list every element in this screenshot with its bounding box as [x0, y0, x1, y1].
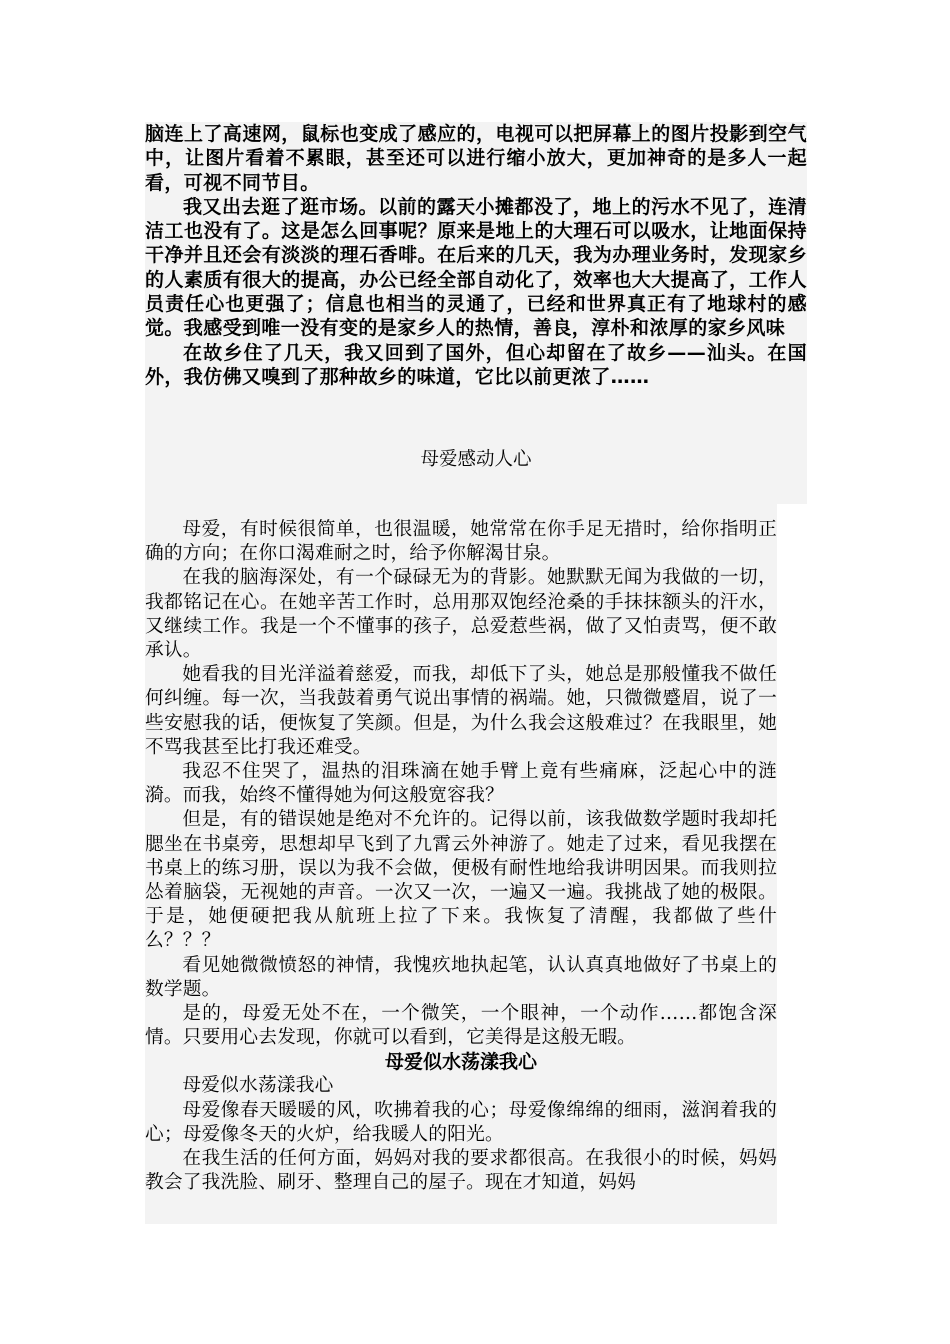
paragraph: 脑连上了高速网，鼠标也变成了感应的，电视可以把屏幕上的图片投影到空气中，让图片看着不累眼，甚至还可以进行缩小放大，更加神奇的是多人一起看，可视不同节目。	[145, 123, 807, 194]
paragraph: 她看我的目光洋溢着慈爱，而我，却低下了头，她总是那般懂我不做任何纠缠。每一次，当我鼓着勇气说出事情的祸端。她，只微微蹙眉，说了一些安慰我的话，便恢复了笑颜。但是，为什么我会这般难过？在我眼里，她不骂我甚至比打我还难受。	[145, 664, 777, 758]
paragraph: 我又出去逛了逛市场。以前的露天小摊都没了，地上的污水不见了，连清洁工也没有了。这是怎么回事呢？原来是地上的大理石可以吸水，让地面保持干净并且还会有淡淡的理石香啡。在后来的几天，我为办理业务时，发现家乡的人素质有很大的提高，办公已经全部自动化了，效率也大大提高了，工作人员责任心也更强了；信息也相当的灵通了，已经和世界真正有了地球村的感觉。我感受到唯一没有变的是家乡人的热情，善良，淳朴和浓厚的家乡风味	[145, 195, 807, 340]
paragraph: 母爱，有时候很简单，也很温暖，她常常在你手足无措时，给你指明正确的方向；在你口渴难耐之时，给予你解渴甘泉。	[145, 519, 777, 565]
paragraph: 是的，母爱无处不在，一个微笑，一个眼神，一个动作……都饱含深情。只要用心去发现，你就可以看到，它美得是这般无暇。	[145, 1003, 777, 1049]
background-strip	[777, 474, 807, 504]
paragraph: 但是，有的错误她是绝对不允许的。记得以前，该我做数学题时我却托腮坐在书桌旁，思想却早飞到了九霄云外神游了。她走了过来，看见我摆在书桌上的练习册，误以为我不会做，便极有耐性地给我讲明因果。而我则拉怂着脑袋，无视她的声音。一次又一次，一遍又一遍。我挑战了她的极限。于是，她便硬把我从航班上拉了下来。我恢复了清醒，我都做了些什么？？？	[145, 809, 777, 952]
essay-section-mother-love	[145, 504, 777, 1224]
paragraph: 母爱似水荡漾我心	[182, 1075, 334, 1097]
paragraph: 母爱像春天暖暖的风，吹拂着我的心；母爱像绵绵的细雨，滋润着我的心；母爱像冬天的火炉，给我暖人的阳光。	[145, 1099, 777, 1145]
paragraph: 在故乡住了几天，我又回到了国外，但心却留在了故乡——汕头。在国外，我仿佛又嗅到了那种故乡的味道，它比以前更浓了……	[145, 341, 807, 388]
essay-section-hometown	[145, 122, 807, 442]
essay-title-block	[145, 442, 807, 504]
paragraph: 在我的脑海深处，有一个碌碌无为的背影。她默默无闻为我做的一切，我都铭记在心。在她辛苦工作时，总用那双饱经沧桑的手抹抹额头的汗水，又继续工作。我是一个不懂事的孩子，总爱惹些祸，做了又怕责骂，便不敢承认。	[145, 567, 777, 662]
essay-title: 母爱感动人心	[420, 449, 532, 470]
essay-title: 母爱似水荡漾我心	[384, 1051, 537, 1074]
paragraph: 在我生活的任何方面，妈妈对我的要求都很高。在我很小的时候，妈妈教会了我洗脸、刷牙、整理自己的屋子。现在才知道，妈妈	[145, 1148, 777, 1194]
paragraph: 我忍不住哭了，温热的泪珠滴在她手臂上竟有些痛麻，泛起心中的涟漪。而我，始终不懂得她为何这般宽容我？	[145, 761, 777, 807]
paragraph: 看见她微微愤怒的神情，我愧疚地执起笔，认认真真地做好了书桌上的数学题。	[145, 954, 777, 1000]
